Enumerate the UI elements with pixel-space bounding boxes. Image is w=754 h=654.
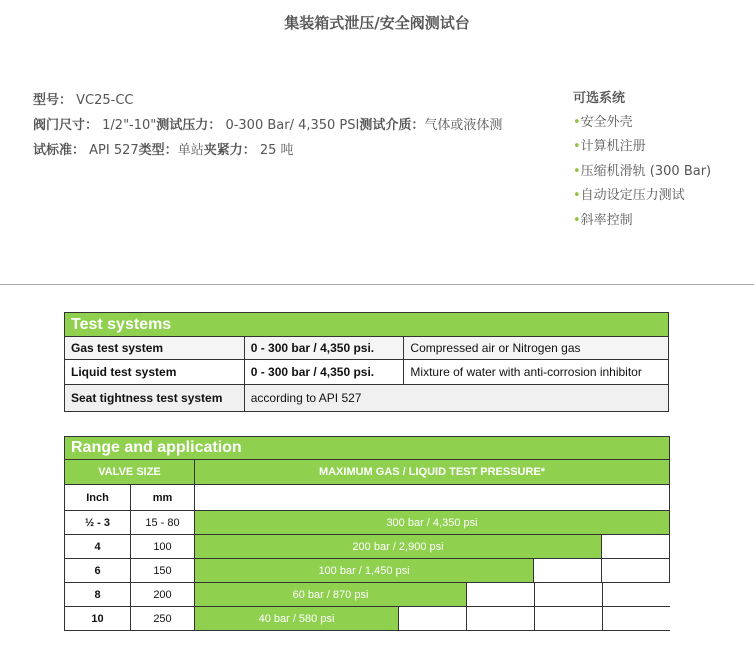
size-inch: ½ - 3 bbox=[65, 511, 131, 535]
pressure-cell bbox=[195, 535, 670, 559]
spec-line-size bbox=[33, 117, 502, 142]
test-systems-title: Test systems bbox=[65, 313, 669, 337]
test-pressure-label: 测试压力： bbox=[156, 118, 222, 133]
bullet-icon: • bbox=[573, 163, 581, 179]
clamp-label: 夹紧力： bbox=[203, 143, 256, 158]
test-standard-value: API 527 bbox=[89, 143, 139, 158]
table-row bbox=[65, 535, 670, 559]
test-systems-table bbox=[64, 312, 669, 412]
test-pressure-value: 0-300 Bar/ 4,350 PSI bbox=[225, 118, 360, 133]
spec-line-standard bbox=[33, 142, 502, 167]
model-label: 型号： bbox=[33, 93, 73, 108]
option-label: 安全外壳 bbox=[580, 115, 633, 130]
table-row bbox=[65, 511, 670, 535]
option-label: 斜率控制 bbox=[580, 212, 633, 228]
table-row bbox=[65, 559, 670, 583]
size-inch: 8 bbox=[65, 583, 131, 607]
spec-block bbox=[33, 92, 502, 167]
empty-grid-cell bbox=[534, 583, 602, 606]
test-medium-value: 气体或液体测 bbox=[424, 118, 503, 133]
system-name: Liquid test system bbox=[65, 360, 245, 385]
option-label: 自动设定压力测试 bbox=[580, 188, 685, 204]
bullet-icon: • bbox=[573, 188, 581, 204]
valve-size-header: VALVE SIZE bbox=[65, 460, 195, 485]
test-medium-label: 测试介质： bbox=[359, 118, 425, 133]
option-item bbox=[573, 163, 711, 187]
option-item bbox=[573, 138, 711, 162]
bullet-icon: • bbox=[573, 115, 581, 130]
section-divider bbox=[0, 284, 754, 285]
range-table bbox=[64, 436, 670, 631]
valve-size-label: 阀门尺寸： bbox=[33, 118, 99, 133]
pressure-bar: 40 bar / 580 psi bbox=[195, 607, 398, 630]
type-value: 单站 bbox=[177, 143, 204, 158]
size-mm: 250 bbox=[131, 607, 195, 631]
table-row bbox=[65, 385, 669, 412]
empty-grid-cell bbox=[601, 535, 669, 558]
range-title: Range and application bbox=[65, 437, 670, 460]
size-mm: 15 - 80 bbox=[131, 511, 195, 535]
pressure-cell bbox=[195, 559, 670, 583]
pressure-bar: 60 bar / 870 psi bbox=[195, 583, 466, 606]
bullet-icon: • bbox=[573, 212, 581, 228]
pressure-bar: 200 bar / 2,900 psi bbox=[195, 535, 601, 558]
size-inch: 6 bbox=[65, 559, 131, 583]
pressure-bar: 300 bar / 4,350 psi bbox=[195, 511, 669, 534]
size-mm: 150 bbox=[131, 559, 195, 583]
spec-line-model bbox=[33, 92, 502, 117]
pressure-cell bbox=[195, 511, 670, 535]
empty-grid-cell bbox=[466, 583, 534, 606]
table-row bbox=[65, 607, 670, 631]
type-label: 类型： bbox=[138, 143, 178, 158]
max-pressure-header: MAXIMUM GAS / LIQUID TEST PRESSURE* bbox=[195, 460, 670, 485]
pressure-cell bbox=[195, 607, 670, 631]
optional-systems-title: 可选系统 bbox=[573, 91, 626, 106]
empty-grid-cell bbox=[533, 559, 601, 582]
size-inch: 4 bbox=[65, 535, 131, 559]
empty-grid-cell bbox=[602, 583, 670, 606]
empty-grid-cell bbox=[534, 607, 602, 630]
inch-header: Inch bbox=[65, 485, 131, 511]
size-mm: 200 bbox=[131, 583, 195, 607]
mm-header: mm bbox=[131, 485, 195, 511]
option-item bbox=[573, 187, 711, 211]
pressure-bar: 100 bar / 1,450 psi bbox=[195, 559, 533, 582]
empty-grid-cell bbox=[466, 607, 534, 630]
table-row bbox=[65, 360, 669, 385]
optional-systems bbox=[573, 90, 711, 236]
size-inch: 10 bbox=[65, 607, 131, 631]
clamp-value: 25 吨 bbox=[259, 143, 294, 158]
option-label: 压缩机滑轨 (300 Bar) bbox=[580, 163, 712, 179]
table-row bbox=[65, 337, 669, 360]
valve-size-value: 1/2"-10" bbox=[102, 118, 157, 133]
test-standard-label: 试标准： bbox=[33, 143, 86, 158]
bullet-icon: • bbox=[573, 139, 581, 155]
system-pressure: 0 - 300 bar / 4,350 psi. bbox=[244, 360, 404, 385]
page-title: 集装箱式泄压/安全阀测试台 bbox=[284, 14, 470, 32]
system-name: Gas test system bbox=[65, 337, 245, 360]
option-item bbox=[573, 114, 711, 138]
system-medium: Mixture of water with anti-corrosion inhibitor bbox=[404, 360, 669, 385]
size-mm: 100 bbox=[131, 535, 195, 559]
system-medium: Compressed air or Nitrogen gas bbox=[404, 337, 669, 360]
system-name: Seat tightness test system bbox=[65, 385, 245, 412]
pressure-cell bbox=[195, 583, 670, 607]
empty-grid-cell bbox=[601, 559, 669, 582]
system-standard: according to API 527 bbox=[244, 385, 668, 412]
system-pressure: 0 - 300 bar / 4,350 psi. bbox=[244, 337, 404, 360]
table-row bbox=[65, 583, 670, 607]
option-item bbox=[573, 212, 711, 236]
model-value: VC25-CC bbox=[76, 93, 134, 108]
option-label: 计算机注册 bbox=[580, 139, 646, 155]
empty-grid-cell bbox=[398, 607, 466, 630]
empty-grid-cell bbox=[602, 607, 670, 630]
empty-header-cell bbox=[195, 485, 670, 511]
